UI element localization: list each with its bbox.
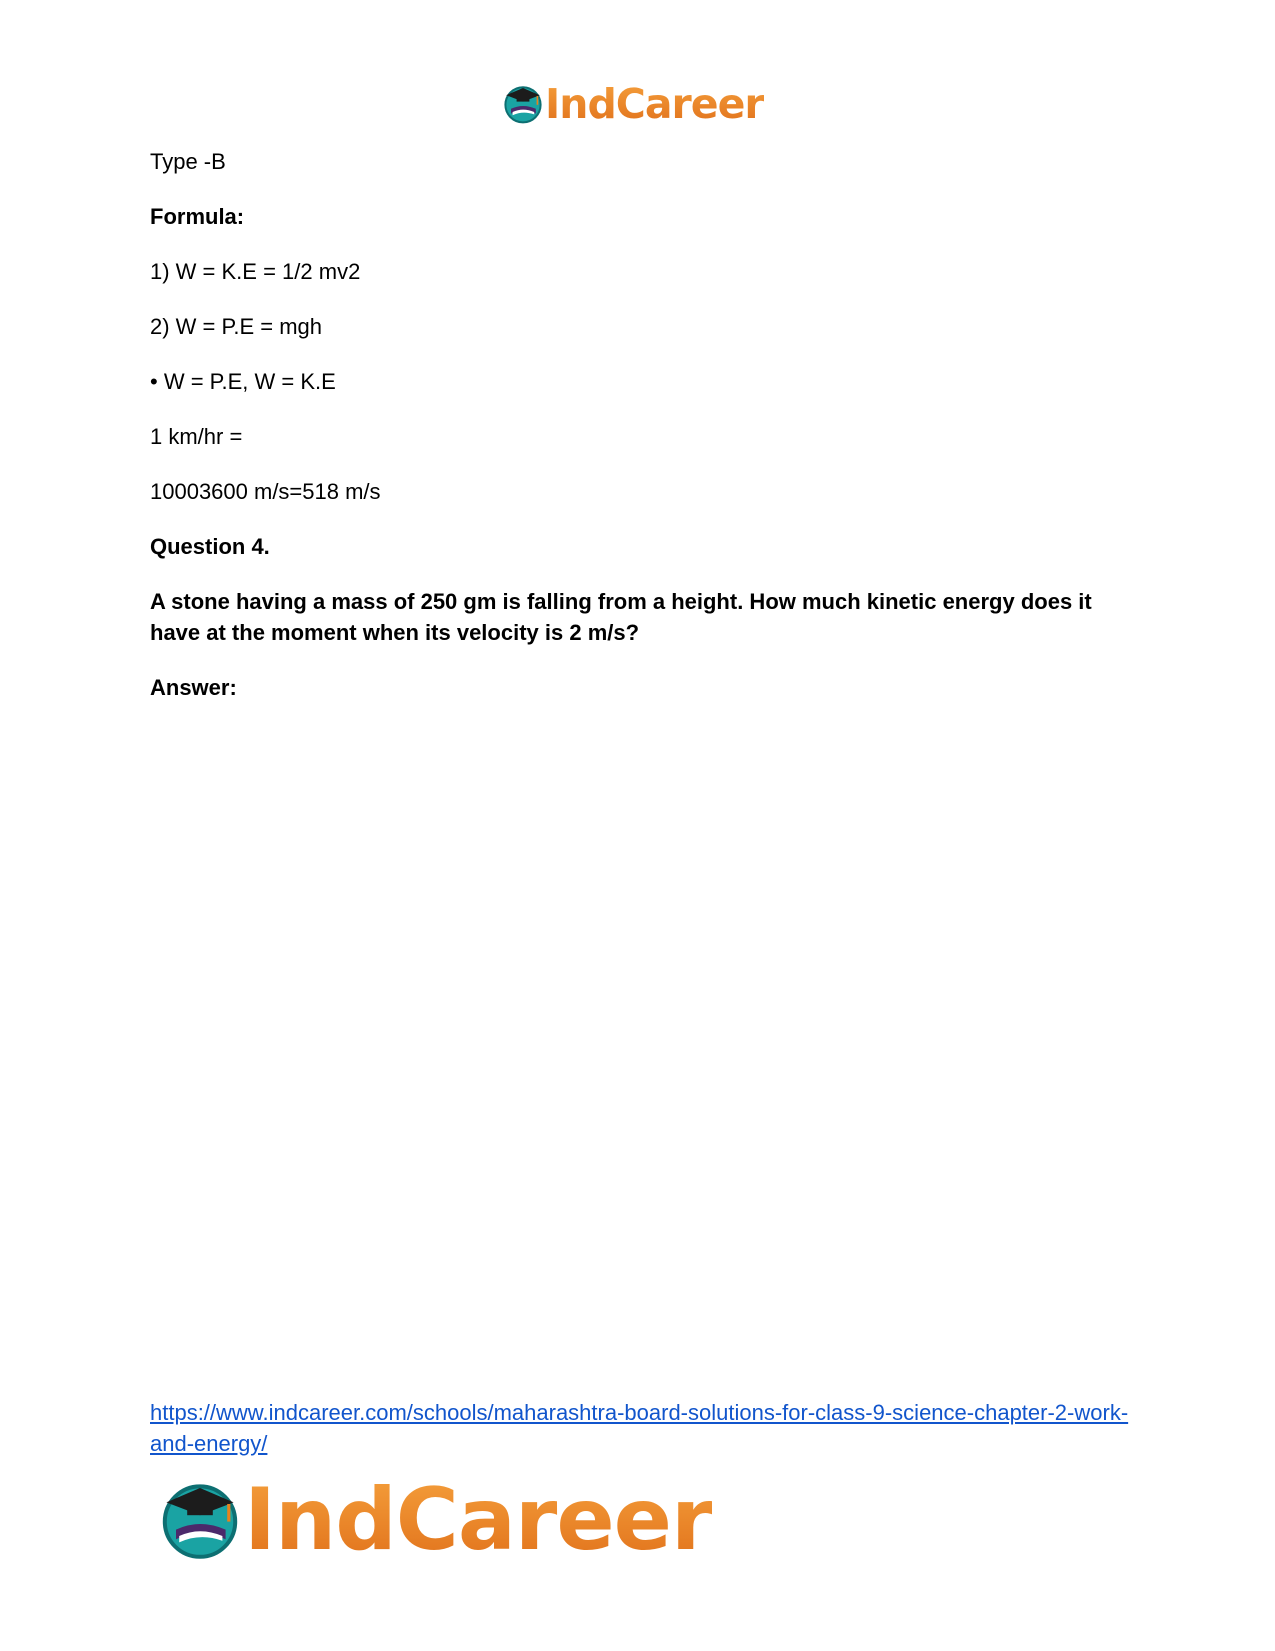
answer-heading: Answer: (150, 675, 237, 700)
indcareer-logo-header (503, 80, 764, 128)
paragraph-type: Type -B (150, 149, 226, 174)
paragraph-conversion-value: 10003600 m/s=518 m/s (150, 479, 381, 504)
question-text: A stone having a mass of 250 gm is falling from a height. How much kinetic energy does it have at the moment when its velocity is 2 m/s? (150, 589, 1092, 645)
logo-wordmark: IndCareer (244, 1470, 713, 1570)
indcareer-logo-footer (160, 1470, 712, 1570)
paragraph-formula-heading: Formula: (150, 204, 245, 229)
source-link[interactable]: https://www.indcareer.com/schools/maharashtra-board-solutions-for-class-9-science-chapter-2-work-and-energy/ (150, 1400, 1129, 1456)
paragraph-formula-1: 1) W = K.E = 1/2 mv2 (150, 259, 361, 284)
paragraph-bullet: • W = P.E, W = K.E (150, 369, 336, 394)
paragraph-formula-2: 2) W = P.E = mgh (150, 314, 323, 339)
question-heading: Question 4. (150, 534, 270, 559)
logo-wordmark: IndCareer (545, 80, 764, 128)
document-body (150, 146, 1130, 727)
paragraph-conversion: 1 km/hr = (150, 424, 243, 449)
graduate-emblem-icon (503, 84, 543, 124)
graduate-emblem-icon (160, 1480, 240, 1560)
